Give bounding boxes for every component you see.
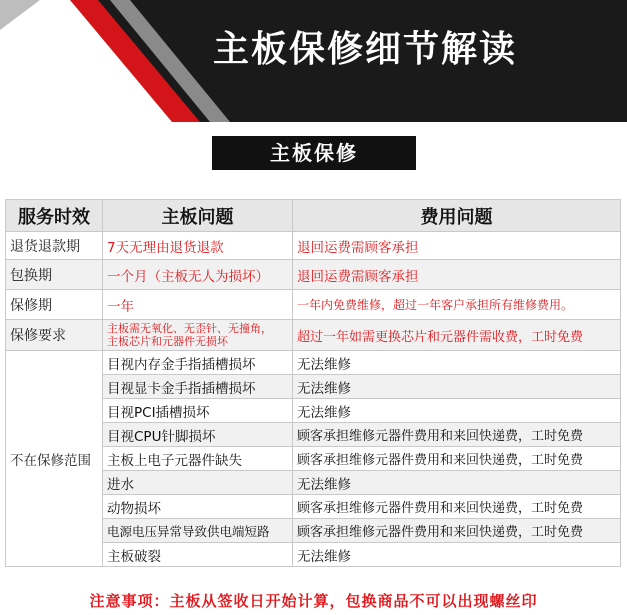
exclusion-label: 不在保修范围 (6, 351, 103, 567)
cost-cell: 顾客承担维修元器件费用和来回快递费，工时免费 (293, 495, 621, 519)
service-cell: 保修期 (6, 290, 103, 320)
section-title: 主板保修 (212, 136, 416, 170)
issue-cell: 主板破裂 (103, 543, 293, 567)
issue-cell: 目视显卡金手指插槽损坏 (103, 375, 293, 399)
issue-cell: 进水 (103, 471, 293, 495)
issue-cell: 目视CPU针脚损坏 (103, 423, 293, 447)
issue-cell: 目视PCI插槽损坏 (103, 399, 293, 423)
issue-cell: 7天无理由退货退款 (103, 232, 293, 260)
header-cost: 费用问题 (293, 200, 621, 232)
cost-cell: 无法维修 (293, 399, 621, 423)
page-title: 主板保修细节解读 (212, 29, 517, 70)
cost-cell: 无法维修 (293, 471, 621, 495)
service-cell: 保修要求 (6, 320, 103, 351)
cost-cell: 退回运费需顾客承担 (293, 260, 621, 290)
issue-cell: 电源电压异常导致供电端短路 (103, 519, 293, 543)
issue-cell: 主板上电子元器件缺失 (103, 447, 293, 471)
table-row (6, 232, 621, 260)
table-row (6, 351, 621, 375)
table-row (6, 290, 621, 320)
service-cell: 退货退款期 (6, 232, 103, 260)
issue-cell: 目视内存金手指插槽损坏 (103, 351, 293, 375)
issue-cell: 动物损坏 (103, 495, 293, 519)
table-header-row (6, 200, 621, 232)
cost-cell: 超过一年如需更换芯片和元器件需收费，工时免费 (293, 320, 621, 351)
table-row (6, 320, 621, 351)
header-service: 服务时效 (6, 200, 103, 232)
cost-cell: 顾客承担维修元器件费用和来回快递费，工时免费 (293, 447, 621, 471)
cost-cell: 无法维修 (293, 543, 621, 567)
banner-gray-corner (0, 0, 40, 30)
cost-cell: 退回运费需顾客承担 (293, 232, 621, 260)
warranty-table (5, 199, 621, 567)
cost-cell: 无法维修 (293, 351, 621, 375)
service-cell: 包换期 (6, 260, 103, 290)
cost-cell: 顾客承担维修元器件费用和来回快递费，工时免费 (293, 423, 621, 447)
issue-cell: 主板需无氧化、无歪针、无撞角， 主板芯片和元器件无损坏 (103, 320, 293, 351)
issue-cell: 一个月（主板无人为损坏） (103, 260, 293, 290)
header-issue: 主板问题 (103, 200, 293, 232)
table-row (6, 260, 621, 290)
cost-cell: 顾客承担维修元器件费用和来回快递费，工时免费 (293, 519, 621, 543)
cost-cell: 无法维修 (293, 375, 621, 399)
issue-cell: 一年 (103, 290, 293, 320)
footer-note: 注意事项：主板从签收日开始计算，包换商品不可以出现螺丝印 (89, 592, 538, 610)
cost-cell: 一年内免费维修，超过一年客户承担所有维修费用。 (293, 290, 621, 320)
